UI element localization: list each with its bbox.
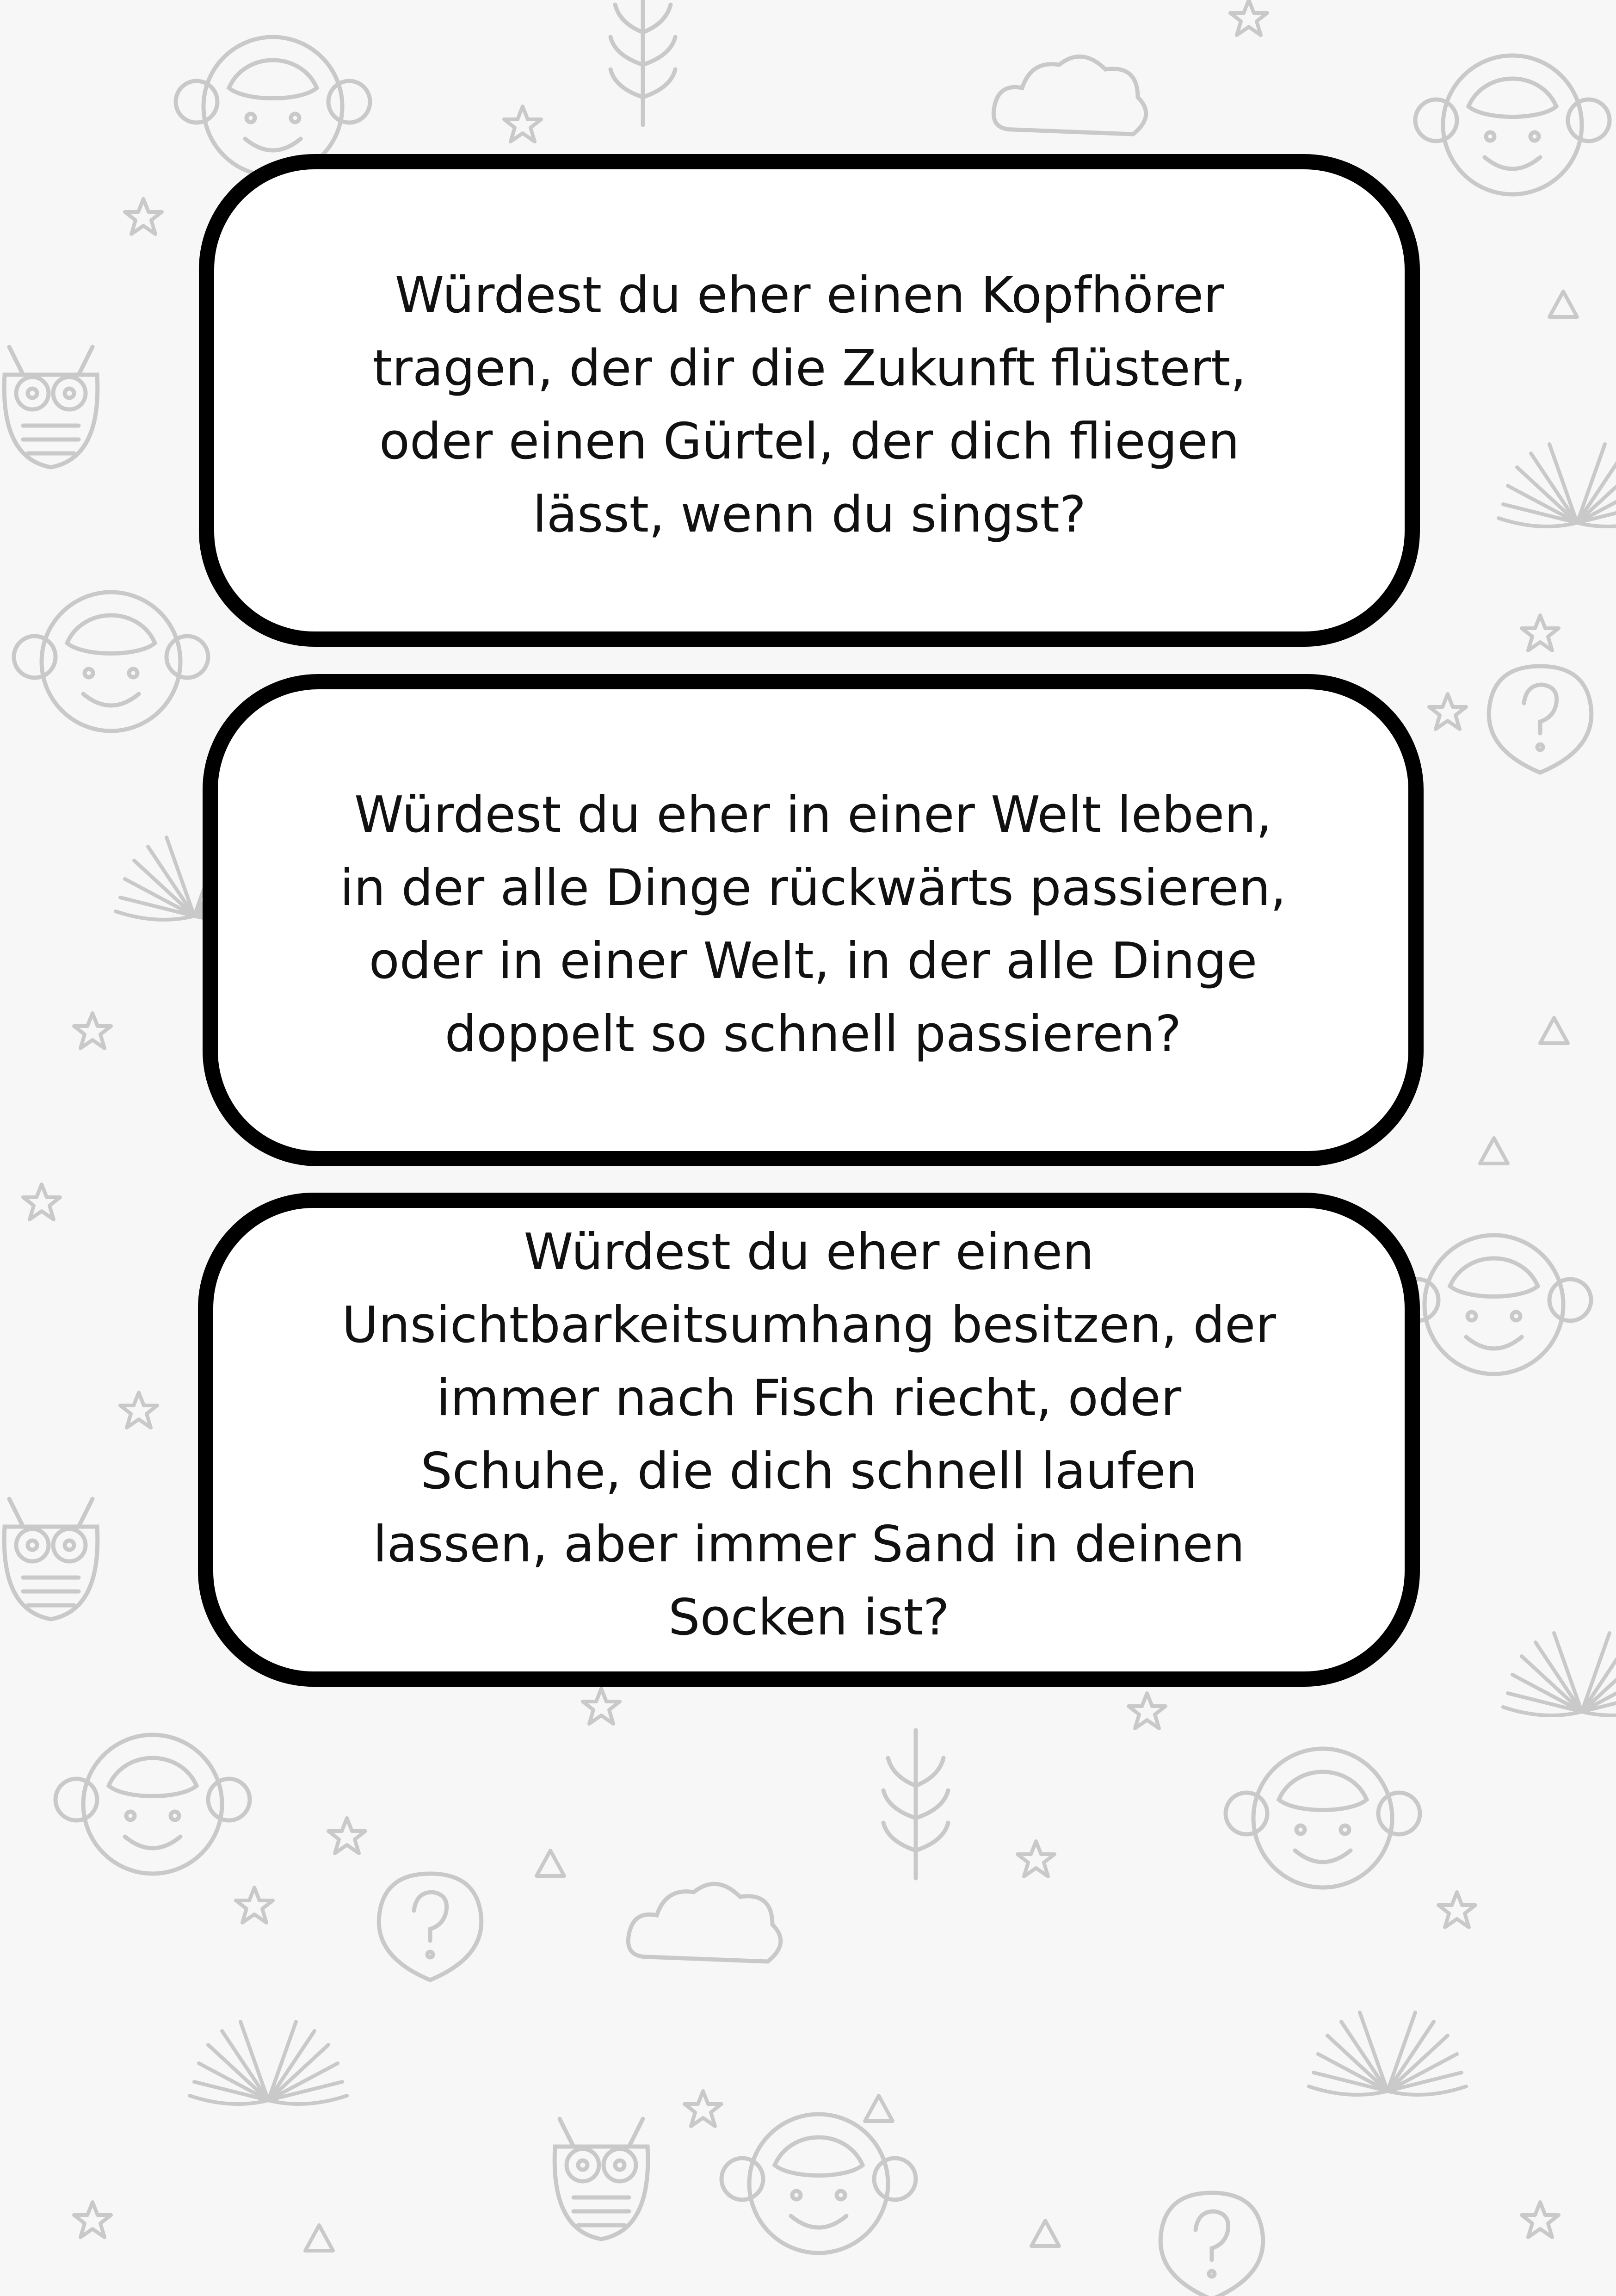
star-doodle — [74, 2202, 111, 2237]
leaf-doodle — [883, 1730, 948, 1878]
star-doodle — [1230, 0, 1267, 35]
question-text-2: Würdest du eher in einer Welt leben, in der alle Dinge rückwärts passieren, oder in einer Welt, in der alle Dinge doppelt so schnell passieren? — [339, 786, 1287, 1063]
monkey-doodle — [1226, 1749, 1420, 1888]
monkey-doodle — [14, 592, 208, 731]
triangle-doodle — [537, 1850, 564, 1876]
star-doodle — [236, 1888, 273, 1923]
question-text-1: Würdest du eher einen Kopfhörer tragen, der dir die Zukunft flüstert, oder einen Gürtel, der dich fliegen lässt, wenn du singst? — [372, 266, 1246, 544]
question-doodle — [379, 1874, 481, 1980]
question-card-1 — [199, 154, 1420, 647]
monkey-doodle — [1415, 56, 1610, 194]
star-doodle — [328, 1818, 365, 1853]
question-card-3 — [198, 1193, 1420, 1687]
star-doodle — [1429, 694, 1466, 729]
monkey-doodle — [1397, 1235, 1591, 1374]
star-doodle — [120, 1392, 157, 1428]
monkey-doodle — [722, 2114, 916, 2253]
book-doodle — [190, 2022, 347, 2104]
question-doodle — [1160, 2193, 1263, 2296]
star-doodle — [1522, 2202, 1559, 2237]
question-doodle — [1489, 666, 1591, 773]
book-doodle — [1309, 2012, 1466, 2095]
star-doodle — [685, 2091, 722, 2126]
triangle-doodle — [1480, 1138, 1508, 1163]
star-doodle — [1129, 1693, 1166, 1728]
star-doodle — [125, 199, 162, 234]
star-doodle — [74, 1013, 111, 1048]
owl-doodle — [555, 2119, 648, 2239]
star-doodle — [583, 1689, 620, 1724]
question-card-2 — [203, 674, 1424, 1166]
star-doodle — [1018, 1841, 1055, 1876]
cloud-doodle — [993, 56, 1146, 134]
triangle-doodle — [865, 2096, 893, 2121]
triangle-doodle — [305, 2225, 333, 2251]
book-doodle — [1499, 444, 1616, 526]
monkey-doodle — [56, 1735, 250, 1874]
triangle-doodle — [1540, 1018, 1568, 1043]
star-doodle — [23, 1184, 60, 1219]
cloud-doodle — [628, 1884, 780, 1962]
book-doodle — [1503, 1633, 1616, 1715]
owl-doodle — [4, 347, 98, 467]
triangle-doodle — [1031, 2221, 1059, 2246]
question-text-3: Würdest du eher einen Unsichtbarkeitsumhang besitzen, der immer nach Fisch riecht, oder Schuhe, die dich schnell laufen lassen, aber immer Sand in deinen Socken ist? — [342, 1223, 1276, 1646]
triangle-doodle — [1549, 291, 1577, 317]
owl-doodle — [4, 1499, 98, 1619]
leaf-doodle — [611, 0, 675, 125]
star-doodle — [1438, 1892, 1475, 1927]
star-doodle — [504, 106, 541, 142]
star-doodle — [1522, 615, 1559, 650]
